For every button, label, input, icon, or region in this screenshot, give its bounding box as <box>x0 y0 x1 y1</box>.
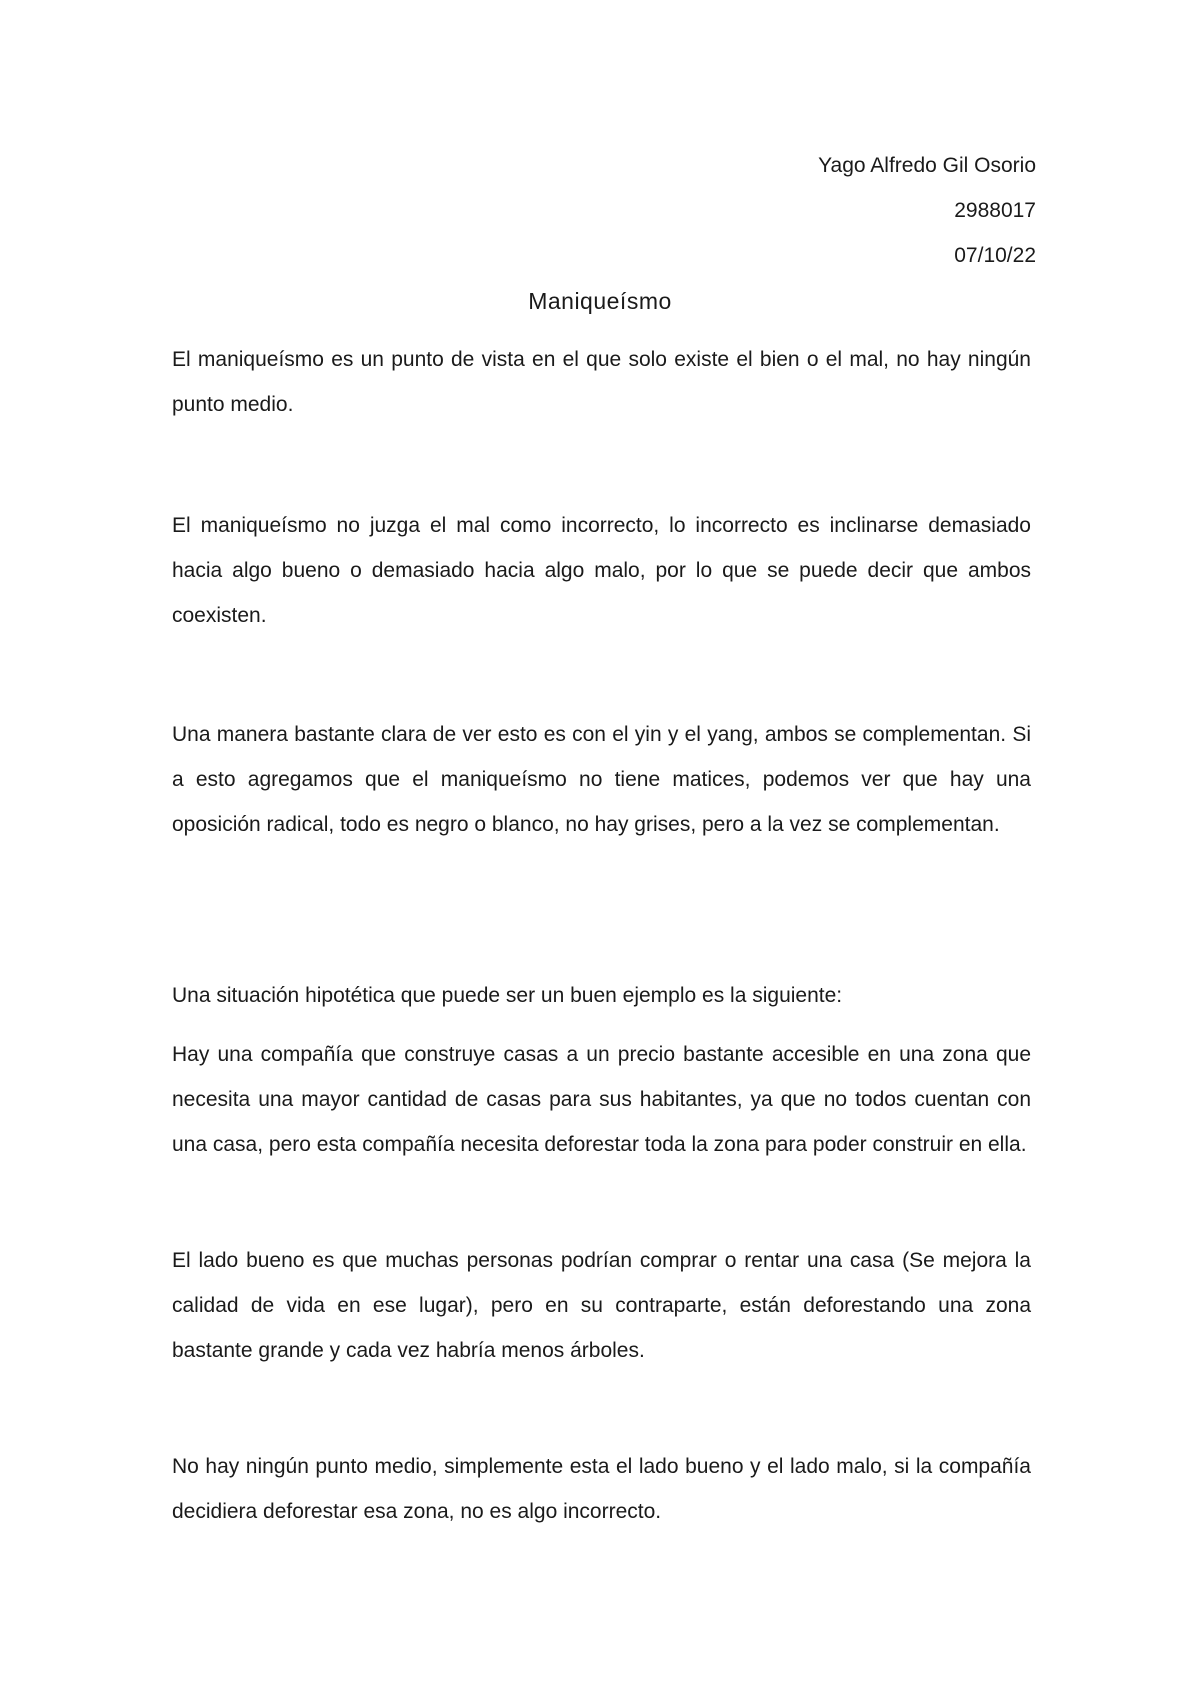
document-title: Maniqueísmo <box>528 288 672 314</box>
student-id: 2988017 <box>954 199 1036 222</box>
paragraph-judgement: El maniqueísmo no juzga el mal como incorrecto, lo incorrecto es inclinarse demasiado hacia algo bueno o demasiado hacia algo malo, por lo que se puede decir que ambos coexisten. <box>172 514 1031 627</box>
paragraph-definition: El maniqueísmo es un punto de vista en el que solo existe el bien o el mal, no hay ningún punto medio. <box>172 348 1031 416</box>
paragraph-example-intro: Una situación hipotética que puede ser un buen ejemplo es la siguiente: <box>172 984 843 1007</box>
paragraph-example-company: Hay una compañía que construye casas a un precio bastante accesible en una zona que necesita una mayor cantidad de casas para sus habitantes, ya que no todos cuentan con una casa, pero esta compañía necesita deforestar toda la zona para poder construir en ella. <box>172 1043 1031 1156</box>
document-date: 07/10/22 <box>954 244 1036 267</box>
paragraph-conclusion: No hay ningún punto medio, simplemente esta el lado bueno y el lado malo, si la compañía decidiera deforestar esa zona, no es algo incorrecto. <box>172 1455 1031 1523</box>
paragraph-good-side: El lado bueno es que muchas personas podrían comprar o rentar una casa (Se mejora la calidad de vida en ese lugar), pero en su contraparte, están deforestando una zona bastante grande y cada vez habría menos árboles. <box>172 1249 1031 1362</box>
paragraph-yin-yang: Una manera bastante clara de ver esto es con el yin y el yang, ambos se complementan. Si a esto agregamos que el maniqueísmo no tiene matices, podemos ver que hay una oposición radical, todo es negro o blanco, no hay grises, pero a la vez se complementan. <box>172 723 1031 836</box>
header-block <box>818 143 1036 278</box>
author-name: Yago Alfredo Gil Osorio <box>818 154 1036 177</box>
